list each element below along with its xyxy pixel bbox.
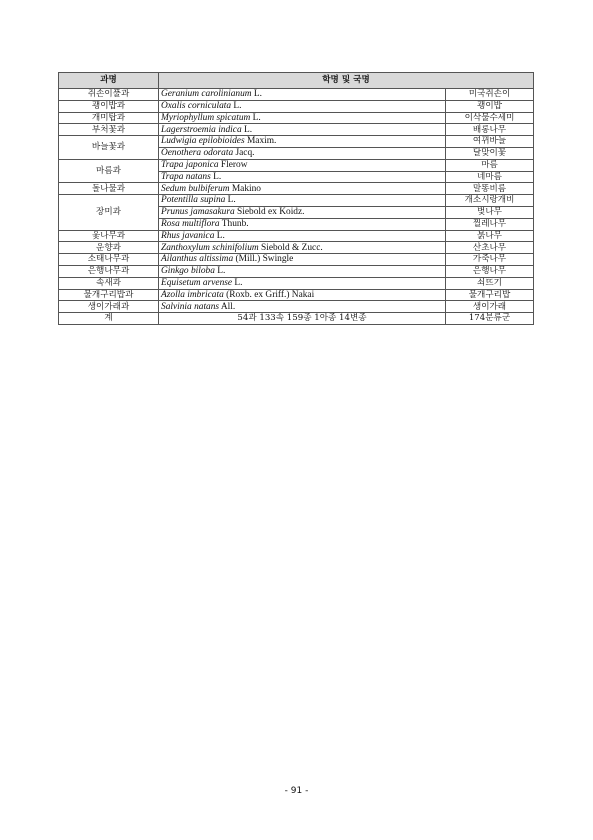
scientific-name bbox=[159, 301, 446, 313]
table-row bbox=[59, 100, 534, 112]
page-number: - 91 - bbox=[284, 786, 309, 796]
korean-name: 괭이밥 bbox=[446, 100, 534, 112]
family-name: 속새과 bbox=[59, 277, 159, 289]
scientific-name bbox=[159, 147, 446, 159]
species-table bbox=[58, 72, 534, 325]
table-header-row bbox=[59, 73, 534, 89]
scientific-author: Thunb. bbox=[221, 219, 249, 230]
scientific-genus-species: Trapa japonica bbox=[161, 160, 219, 171]
header-name: 학명 및 국명 bbox=[159, 73, 534, 89]
family-name: 장미과 bbox=[59, 195, 159, 230]
table-row bbox=[59, 230, 534, 242]
family-name: 개미탑과 bbox=[59, 112, 159, 124]
scientific-name bbox=[159, 289, 446, 301]
scientific-author: L. bbox=[216, 230, 225, 241]
scientific-name bbox=[159, 218, 446, 230]
table-row bbox=[59, 124, 534, 136]
table-row bbox=[59, 159, 534, 171]
table-row bbox=[59, 254, 534, 266]
scientific-genus-species: Rhus javanica bbox=[161, 230, 215, 241]
scientific-name bbox=[159, 195, 446, 207]
scientific-name bbox=[159, 242, 446, 254]
scientific-author: Siebold ex Koidz. bbox=[237, 207, 305, 218]
scientific-name bbox=[159, 206, 446, 218]
family-name: 은행나무과 bbox=[59, 265, 159, 277]
scientific-name bbox=[159, 124, 446, 136]
scientific-genus-species: Oxalis corniculata bbox=[161, 101, 232, 112]
scientific-author: L. bbox=[253, 89, 262, 100]
family-name: 바늘꽃과 bbox=[59, 136, 159, 160]
scientific-genus-species: Potentilla supina bbox=[161, 195, 226, 206]
scientific-name bbox=[159, 89, 446, 101]
scientific-name bbox=[159, 183, 446, 195]
korean-name: 은행나무 bbox=[446, 265, 534, 277]
korean-name: 찔레나무 bbox=[446, 218, 534, 230]
scientific-genus-species: Lagerstroemia indica bbox=[161, 124, 242, 135]
korean-name: 쇠뜨기 bbox=[446, 277, 534, 289]
scientific-genus-species: Ginkgo biloba bbox=[161, 266, 215, 277]
table-row bbox=[59, 112, 534, 124]
korean-name: 여뀌바늘 bbox=[446, 136, 534, 148]
korean-name: 개소시랑개비 bbox=[446, 195, 534, 207]
family-name: 마름과 bbox=[59, 159, 159, 183]
korean-name: 벚나무 bbox=[446, 206, 534, 218]
total-row bbox=[59, 313, 534, 325]
korean-name: 가죽나무 bbox=[446, 254, 534, 266]
family-name: 운향과 bbox=[59, 242, 159, 254]
scientific-genus-species: Rosa multiflora bbox=[161, 219, 220, 230]
scientific-name bbox=[159, 277, 446, 289]
scientific-genus-species: Ludwigia epilobioides bbox=[161, 136, 245, 147]
table-row bbox=[59, 89, 534, 101]
korean-name: 네마름 bbox=[446, 171, 534, 183]
scientific-genus-species: Azolla imbricata bbox=[161, 289, 224, 300]
table-row bbox=[59, 277, 534, 289]
family-name: 돌나물과 bbox=[59, 183, 159, 195]
scientific-author: (Mill.) Swingle bbox=[235, 254, 294, 265]
korean-name: 산초나무 bbox=[446, 242, 534, 254]
table-row bbox=[59, 301, 534, 313]
total-label: 계 bbox=[59, 313, 159, 325]
scientific-genus-species: Equisetum arvense bbox=[161, 278, 233, 289]
scientific-author: L. bbox=[252, 112, 261, 123]
family-name: 괭이밥과 bbox=[59, 100, 159, 112]
korean-name: 붉나무 bbox=[446, 230, 534, 242]
scientific-genus-species: Zanthoxylum schinifolium bbox=[161, 242, 259, 253]
scientific-name bbox=[159, 136, 446, 148]
scientific-name bbox=[159, 171, 446, 183]
korean-name: 이삭물수세미 bbox=[446, 112, 534, 124]
table-row bbox=[59, 183, 534, 195]
total-count: 174분류군 bbox=[446, 313, 534, 325]
scientific-author: Jacq. bbox=[235, 148, 255, 159]
table-row bbox=[59, 242, 534, 254]
scientific-genus-species: Trapa natans bbox=[161, 171, 211, 182]
scientific-name bbox=[159, 230, 446, 242]
scientific-author: All. bbox=[220, 301, 236, 312]
korean-name: 물개구리밥 bbox=[446, 289, 534, 301]
table-row bbox=[59, 289, 534, 301]
scientific-author: L. bbox=[234, 278, 243, 289]
scientific-name bbox=[159, 254, 446, 266]
korean-name: 말똥비름 bbox=[446, 183, 534, 195]
family-name: 부처꽃과 bbox=[59, 124, 159, 136]
korean-name: 마름 bbox=[446, 159, 534, 171]
scientific-genus-species: Geranium carolinianum bbox=[161, 89, 252, 100]
korean-name: 달맞이꽃 bbox=[446, 147, 534, 159]
scientific-author: Flerow bbox=[220, 160, 248, 171]
table-row bbox=[59, 195, 534, 207]
total-summary: 54과 133속 159종 1아종 14변종 bbox=[159, 313, 446, 325]
family-name: 옻나무과 bbox=[59, 230, 159, 242]
table-body bbox=[59, 89, 534, 313]
scientific-author: Siebold & Zucc. bbox=[261, 242, 323, 253]
scientific-author: L. bbox=[227, 195, 236, 206]
scientific-author: L. bbox=[217, 266, 226, 277]
table-row bbox=[59, 265, 534, 277]
scientific-genus-species: Salvinia natans bbox=[161, 301, 220, 312]
family-name: 쥐손이풀과 bbox=[59, 89, 159, 101]
scientific-author: Makino bbox=[231, 183, 261, 194]
scientific-genus-species: Prunus jamasakura bbox=[161, 207, 235, 218]
family-name: 생이가래과 bbox=[59, 301, 159, 313]
family-name: 소태나무과 bbox=[59, 254, 159, 266]
scientific-name bbox=[159, 100, 446, 112]
scientific-genus-species: Myriophyllum spicatum bbox=[161, 112, 251, 123]
scientific-name bbox=[159, 159, 446, 171]
table-row bbox=[59, 136, 534, 148]
header-family: 과명 bbox=[59, 73, 159, 89]
scientific-author: L. bbox=[233, 101, 242, 112]
korean-name: 배롱나무 bbox=[446, 124, 534, 136]
scientific-name bbox=[159, 265, 446, 277]
scientific-author: L. bbox=[213, 171, 222, 182]
korean-name: 미국쥐손이 bbox=[446, 89, 534, 101]
scientific-genus-species: Sedum bulbiferum bbox=[161, 183, 230, 194]
scientific-author: L. bbox=[243, 124, 253, 135]
scientific-name bbox=[159, 112, 446, 124]
family-name: 물개구리밥과 bbox=[59, 289, 159, 301]
scientific-genus-species: Oenothera odorata bbox=[161, 148, 234, 159]
scientific-author: (Roxb. ex Griff.) Nakai bbox=[226, 289, 315, 300]
scientific-genus-species: Ailanthus altissima bbox=[161, 254, 234, 265]
korean-name: 생이가래 bbox=[446, 301, 534, 313]
scientific-author: Maxim. bbox=[246, 136, 277, 147]
